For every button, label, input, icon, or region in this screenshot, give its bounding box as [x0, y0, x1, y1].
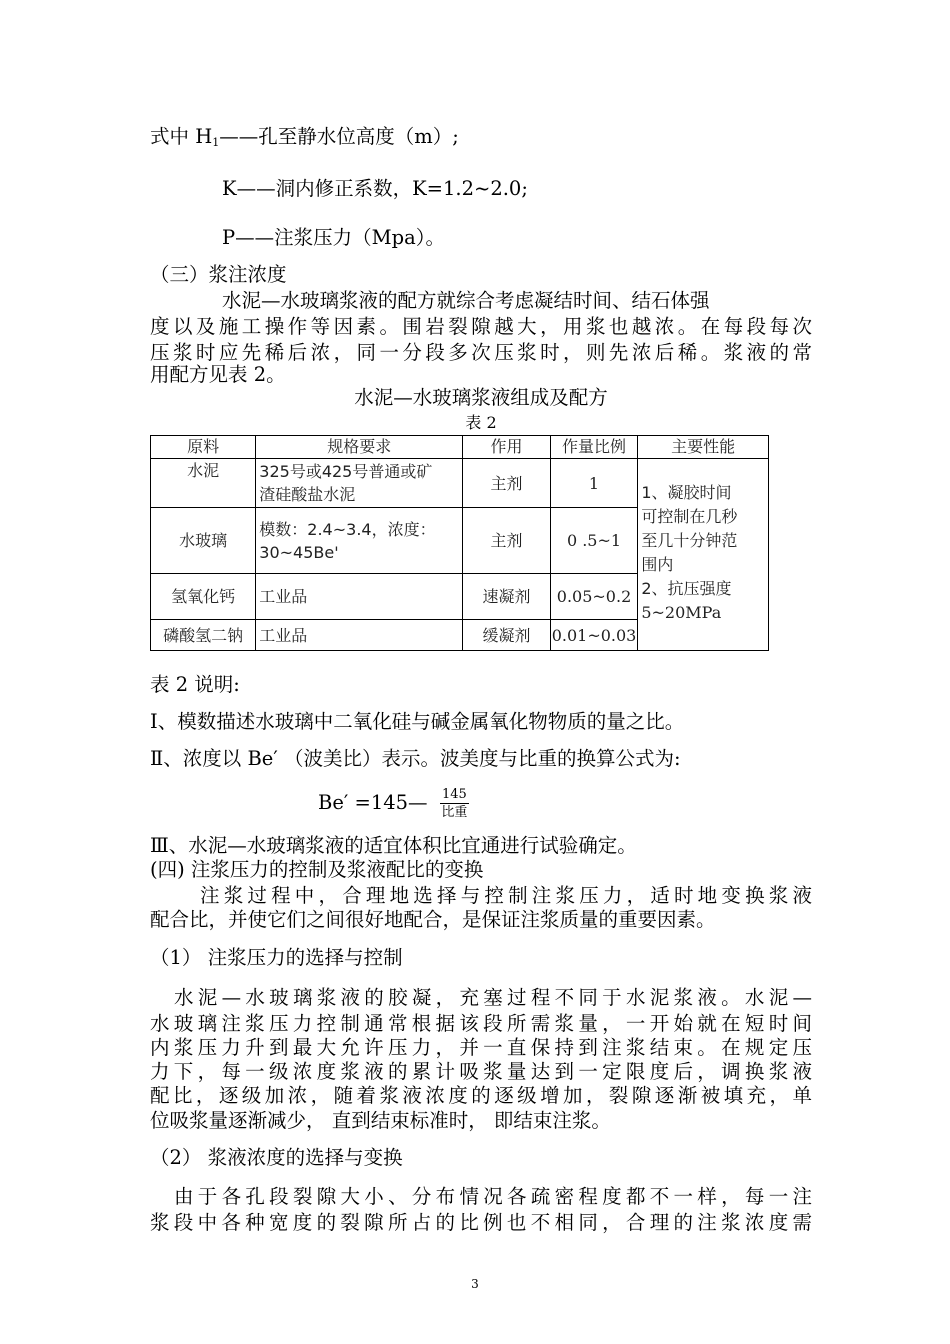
paragraph-line: 注浆过程中，合理地选择与控制注浆压力，适时地变换浆液 — [200, 884, 812, 907]
paragraph-line: 水泥—水玻璃浆液的胶凝，充塞过程不同于水泥浆液。水泥— — [174, 986, 812, 1009]
cell-material: 氢氧化钙 — [151, 574, 256, 620]
paragraph-line: 水泥—水玻璃浆液的配方就综合考虑凝结时间、结石体强 — [222, 289, 710, 312]
paragraph-line: 浆段中各种宽度的裂隙所占的比例也不相同，合理的注浆浓度需 — [150, 1211, 812, 1234]
section-heading-4: (四) 注浆压力的控制及浆液配比的变换 — [150, 858, 484, 881]
header-spec: 规格要求 — [256, 436, 463, 459]
page-number: 3 — [471, 1277, 479, 1291]
subheading-2: （2） 浆液浓度的选择与变换 — [150, 1146, 403, 1169]
formula-symbol-p: P——注浆压力（Mpa）。 — [222, 226, 445, 249]
cell-role: 缓凝剂 — [463, 620, 550, 651]
formula: Be′ =145— — [318, 791, 428, 814]
cell-ratio: 0.05~0.2 — [550, 574, 638, 620]
paragraph-line: 由于各孔段裂隙大小、分布情况各疏密程度都不一样，每一注 — [174, 1185, 812, 1208]
subscript: 1 — [212, 136, 220, 149]
cell-material: 水玻璃 — [151, 508, 256, 574]
formula-table — [150, 435, 769, 651]
paragraph-line: 用配方见表 2。 — [150, 363, 286, 386]
performance-line: 可控制在几秒 — [641, 507, 738, 526]
table-row — [151, 459, 769, 508]
cell-role: 速凝剂 — [463, 574, 550, 620]
header-ratio: 作量比例 — [550, 436, 638, 459]
note-3: Ⅲ、水泥—水玻璃浆液的适宜体积比宜通进行试验确定。 — [150, 834, 637, 857]
paragraph-line: 内浆压力升到最大允许压力，并一直保持到注浆结束。在规定压 — [150, 1036, 812, 1059]
note-2: Ⅱ、浓度以 Be′ （波美比）表示。波美度与比重的换算公式为: — [150, 747, 681, 770]
subheading-1: （1） 注浆压力的选择与控制 — [150, 946, 403, 969]
symbol-h: H — [195, 125, 213, 148]
cell-spec — [256, 459, 463, 508]
cell-ratio: 0.01~0.03 — [550, 620, 638, 651]
cell-role: 主剂 — [463, 508, 550, 574]
table-caption: 水泥—水玻璃浆液组成及配方 — [354, 386, 608, 409]
spec-line: 325号或425号普通或矿 — [259, 462, 433, 481]
header-performance: 主要性能 — [638, 436, 769, 459]
performance-line: 围内 — [641, 555, 674, 574]
paragraph-line: 配合比，并使它们之间很好地配合，是保证注浆质量的重要因素。 — [150, 908, 716, 931]
table-number: 表 2 — [465, 413, 497, 432]
section-heading-3: （三）浆注浓度 — [150, 263, 287, 286]
cell-material: 水泥 — [151, 459, 256, 508]
spec-line: 30~45Be' — [259, 542, 339, 562]
fraction-denominator: 比重 — [441, 805, 468, 820]
paragraph-line: 水玻璃注浆压力控制通常根据该段所需浆量，一开始就在短时间 — [150, 1012, 812, 1035]
paragraph-line: 力下，每一级浓度浆液的累计吸浆量达到一定限度后，调换浆液 — [150, 1060, 812, 1083]
formula-fraction — [440, 787, 469, 820]
performance-line: 2、抗压强度 — [641, 579, 732, 598]
paragraph-line: 配比，逐级加浓，随着浆液浓度的逐级增加，裂隙逐渐被填充，单 — [150, 1084, 812, 1107]
cell-ratio: 0 .5~1 — [550, 508, 638, 574]
cell-spec: 工业品 — [256, 574, 463, 620]
performance-line: 1、凝胶时间 — [641, 483, 732, 502]
cell-material: 磷酸氢二钠 — [151, 620, 256, 651]
cell-performance — [638, 459, 769, 651]
spec-line: 渣硅酸盐水泥 — [259, 485, 356, 504]
paragraph-line: 压浆时应先稀后浓，同一分段多次压浆时，则先浓后稀。浆液的常 — [150, 341, 812, 364]
header-role: 作用 — [463, 436, 550, 459]
fraction-numerator: 145 — [442, 787, 467, 802]
paragraph-line: 度以及施工操作等因素。围岩裂隙越大，用浆也越浓。在每段每次 — [150, 315, 812, 338]
cell-spec: 工业品 — [256, 620, 463, 651]
note-1: Ⅰ、模数描述水玻璃中二氧化硅与碱金属氧化物物质的量之比。 — [150, 710, 685, 733]
table-header-row — [151, 436, 769, 459]
cell-spec — [256, 508, 463, 574]
paragraph-line: 位吸浆量逐渐减少， 直到结束标准时， 即结束注浆。 — [150, 1109, 611, 1132]
cell-role: 主剂 — [463, 459, 550, 508]
notes-title: 表 2 说明: — [150, 673, 240, 696]
text-prefix: 式中 — [150, 125, 196, 148]
header-material: 原料 — [151, 436, 256, 459]
performance-line: 至几十分钟范 — [641, 531, 738, 550]
cell-ratio: 1 — [550, 459, 638, 508]
spec-line: 模数：2.4~3.4，浓度： — [259, 519, 436, 539]
formula-symbol-k: K——洞内修正系数，K=1.2~2.0; — [222, 177, 528, 200]
text-rest: ——孔至静水位高度（m）; — [219, 125, 459, 148]
performance-line: 5~20MPa — [641, 603, 722, 622]
formula-symbol-h1 — [150, 124, 459, 156]
